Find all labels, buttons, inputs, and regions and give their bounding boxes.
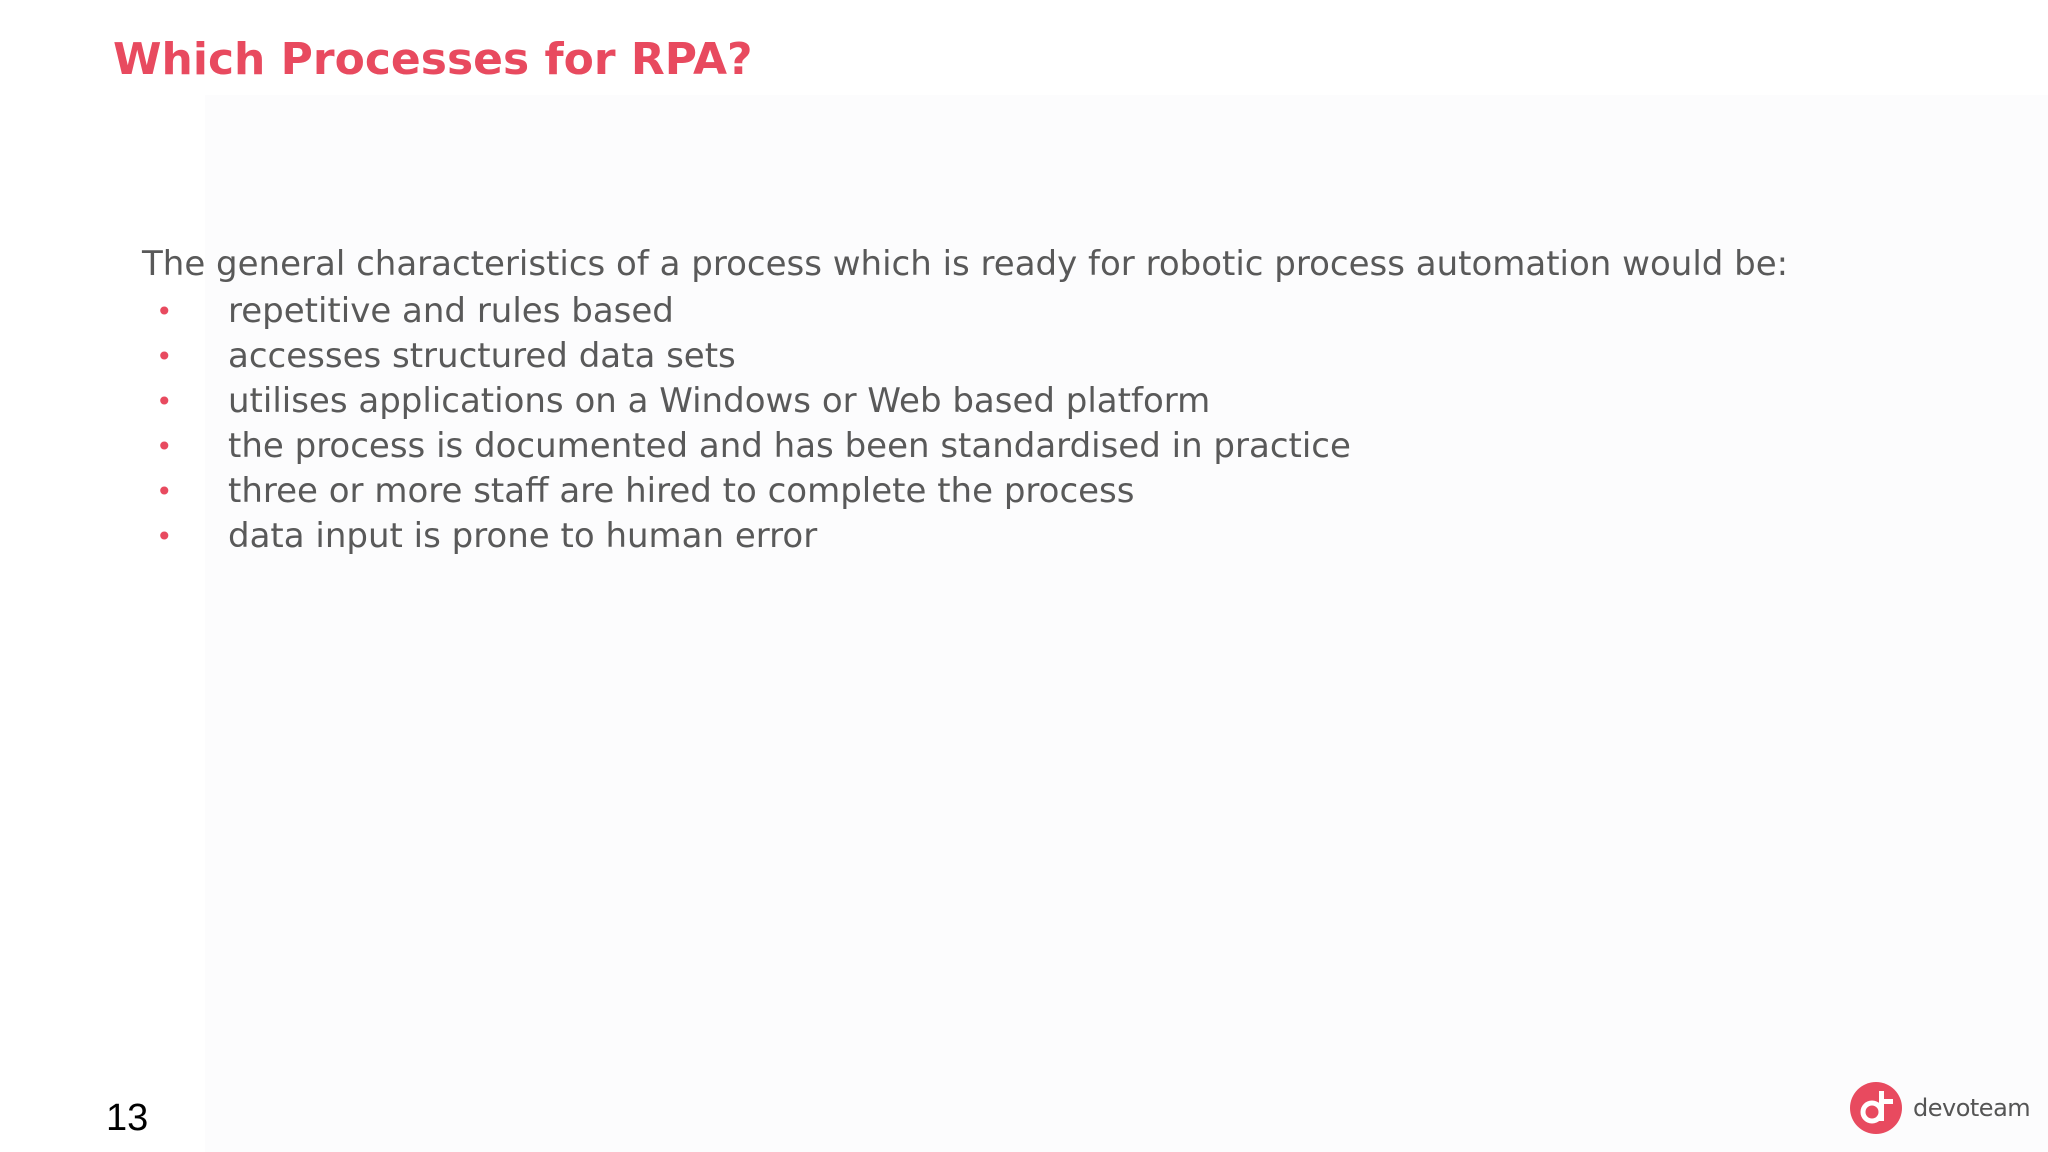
- slide-title: Which Processes for RPA?: [113, 34, 753, 85]
- bullet-icon: •: [156, 385, 173, 418]
- bullet-text: data input is prone to human error: [228, 516, 818, 556]
- logo-wordmark: devoteam: [1913, 1094, 2031, 1122]
- devoteam-logo: [1849, 1081, 2030, 1135]
- page-number: 13: [106, 1097, 149, 1139]
- list-item: [142, 289, 2022, 334]
- list-item: [142, 469, 2022, 514]
- bullet-icon: •: [156, 430, 173, 463]
- bullet-icon: •: [156, 340, 173, 373]
- intro-text: The general characteristics of a process which is ready for robotic process automation would be:: [142, 244, 1789, 284]
- devoteam-logo-icon: [1849, 1081, 1903, 1135]
- bullet-icon: •: [156, 295, 173, 328]
- list-item: [142, 334, 2022, 379]
- bullet-text: accesses structured data sets: [228, 336, 736, 376]
- bullet-icon: •: [156, 520, 173, 553]
- bullet-list: [142, 289, 2022, 559]
- bullet-text: utilises applications on a Windows or Web based platform: [228, 381, 1211, 421]
- list-item: [142, 424, 2022, 469]
- bullet-text: the process is documented and has been standardised in practice: [228, 426, 1351, 466]
- list-item: [142, 379, 2022, 424]
- bullet-text: repetitive and rules based: [228, 291, 674, 331]
- bullet-icon: •: [156, 475, 173, 508]
- slide-body: [142, 239, 2022, 559]
- bullet-text: three or more staff are hired to complete the process: [228, 471, 1135, 511]
- list-item: [142, 514, 2022, 559]
